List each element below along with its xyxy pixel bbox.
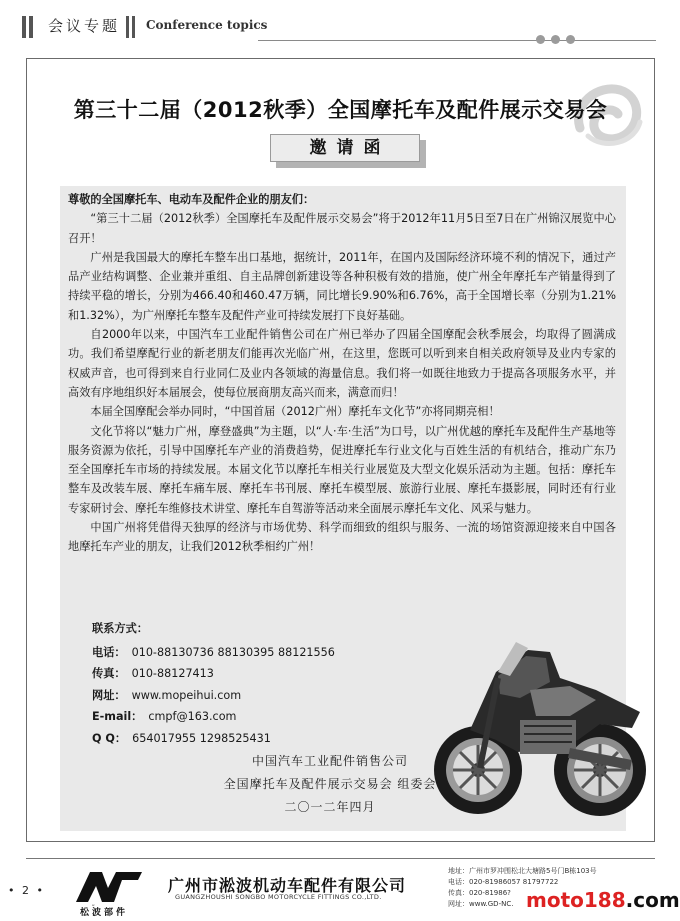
dot-icon [566,35,575,44]
contact-label: Q Q： [92,731,127,745]
signoff-date: 二〇一二年四月 [284,800,376,814]
letter-body [60,190,626,557]
dot-icon [536,35,545,44]
website-link[interactable]: www.mopeihui.com [131,688,242,702]
watermark-part: .com [625,888,680,912]
paragraph: 中国广州将凭借得天独厚的经济与市场优势、科学而细致的组织与服务、一流的场馆资源迎接来自中国各地摩托车产业的朋友，让我们2012秋季相约广州！ [68,521,616,554]
header-bar-icon [22,16,26,38]
watermark-part: moto188 [526,888,626,912]
contact-label: 电话： [92,645,126,659]
signoff-committee: 全国摩托车及配件展示交易会 组委会 [223,777,437,791]
contact-website [92,685,422,707]
header-bar-icon [29,16,33,38]
contact-title: 联系方式： [92,622,148,635]
page-number: • 2 • [8,884,45,897]
contact-email [92,706,422,728]
header-rule [258,40,656,41]
address-line: 电话：020-81986057 81797722 [448,878,559,886]
contact-qq [92,728,422,750]
header-bar-icon [126,16,129,38]
subtitle-box [270,134,426,168]
nc-logo-icon [72,866,146,918]
page-header [0,0,674,44]
contact-label: 网址： [92,688,126,702]
company-name-en: GUANGZHOUSHI SONGBO MOTORCYCLE FITTINGS CO.,LTD. [175,893,382,901]
signoff [190,750,470,819]
site-watermark [526,888,680,912]
contact-value: 010-88130736 88130395 88121556 [131,645,335,659]
paragraph: “第三十二届（2012秋季）全国摩托车及配件展示交易会”将于2012年11月5日至7日在广州锦汉展览中心召开！ [68,212,616,245]
paragraph: 本届全国摩配会举办同时，“中国首届（2012广州）摩托车文化节”亦将同期亮相！ [90,405,500,419]
paragraph: 自2000年以来，中国汽车工业配件销售公司在广州已举办了四届全国摩配会秋季展会，均取得了圆满成功。我们希望摩配行业的新老朋友们能再次光临广州，在这里，您既可以听到来自相关政府领导及业内专家的权威声音，也可得到来自行业同仁及业内各领域的海量信息。我们将一如既往地致力于提高各项服务水平，并高效有序地组织好本届展会，使每位展商朋友高兴而来，满意而归！ [68,328,616,399]
contact-value: 010-88127413 [131,667,214,680]
paragraph: 广州是我国最大的摩托车整车出口基地，据统计，2011年，在国内及国际经济环境不利的情况下，通过产品产业结构调整、企业兼并重组、自主品牌创新建设等各种积极有效的措施，使广州全年摩托车产销量得到了持续平稳的增长，分别为466.40和460.47万辆，同比增长9.90%和6.76%，高于全国增长率（分别为1.21%和1.32%），为广州摩托车整车及配件产业可持续发展打下良好基础。 [68,250,616,322]
address-line: 网址：www.GD-NC. [448,900,514,908]
logo-caption: 松波部件 [80,908,129,918]
contact-label: 传真： [92,667,126,680]
contact-info [92,618,422,749]
logo-text: NC [92,905,95,907]
address-line: 传真：020-81986? [448,889,511,897]
company-name-cn: 广州市淞波机动车配件有限公司 [168,876,407,895]
subtitle: 邀请函 [270,134,420,162]
footer-rule [26,858,655,859]
contact-phone [92,642,422,664]
email-link[interactable]: cmpf@163.com [148,710,237,723]
contact-fax [92,663,422,685]
section-title-en: Conference topics [146,18,268,32]
greeting: 尊敬的全国摩托车、电动车及配件企业的朋友们： [68,193,315,206]
signoff-org: 中国汽车工业配件销售公司 [251,754,408,768]
contact-label: E-mail： [92,710,143,723]
dot-icon [551,35,560,44]
page-title: 第三十二届（2012秋季）全国摩托车及配件展示交易会 [73,98,608,122]
address-line: 地址：广州市罗冲围松北大塘路5号门B栋103号 [448,867,597,875]
paragraph: 文化节将以“魅力广州，摩登盛典”为主题，以“人·车·生活”为口号，以广州优越的摩托车及配件生产基地等服务资源为依托，引导中国摩托车产业的消费趋势，促进摩托车行业文化与百姓生活的有机结合，推动广东乃至全国摩托车市场的持续发展。本届文化节以摩托车相关行业展览及大型文化娱乐活动为主题。包括：摩托车整车及改装车展、摩托车痛车展、摩托车书刊展、摩托车模型展、旅游行业展、摩托车摄影展，同时还有行业专家研讨会、摩托车维修技术讲堂、摩托车自驾游等活动来全面展示摩托车文化、风采与魅力。 [68,424,616,515]
header-bar-icon [132,16,135,38]
section-title-cn: 会议专题 [48,17,121,35]
contact-value: 654017955 1298525431 [132,731,271,745]
